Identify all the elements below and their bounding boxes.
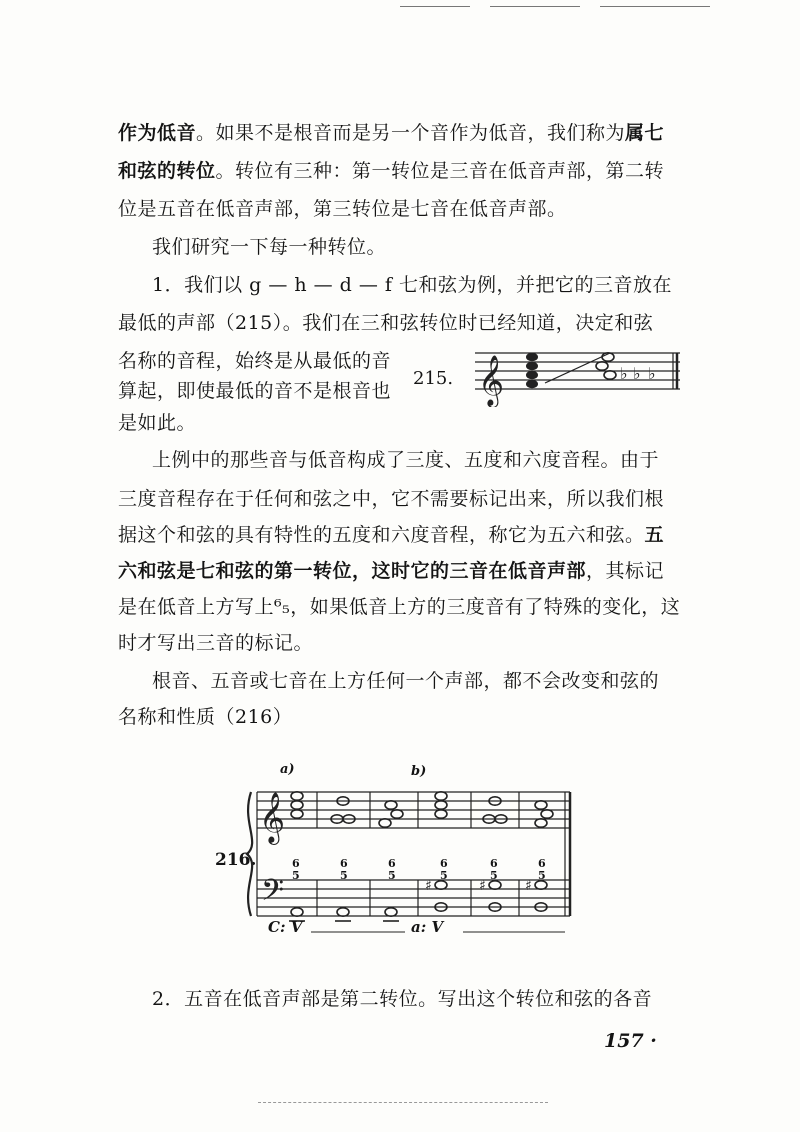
svg-text:♭: ♭	[620, 364, 628, 383]
text-run: 时才写出三音的标记。	[118, 632, 314, 654]
text-run: 2．五音在低音声部是第二转位。写出这个转位和弦的各音	[152, 988, 653, 1010]
figured-bass-figure: 6 5	[340, 857, 348, 882]
text-run: 三度音程存在于任何和弦之中，它不需要标记出来，所以我们根	[118, 488, 665, 510]
text-run: 是在低音上方写上⁶₅，如果低音上方的三度音有了特殊的变化，这	[118, 596, 681, 618]
text-run: 。转位有三种：第一转位是三音在低音声部，第二转	[215, 160, 665, 182]
text-line	[118, 486, 664, 512]
top-rule-1	[400, 6, 470, 7]
bold-term: 五	[644, 524, 665, 546]
text-line	[152, 234, 386, 260]
key-a-label: a: V	[411, 918, 444, 936]
text-line	[118, 704, 292, 730]
bold-term: 属七	[625, 122, 665, 144]
example-215-label: 215.	[413, 368, 454, 389]
text-run: 根音、五音或七音在上方任何一个声部，都不会改变和弦的	[152, 670, 660, 692]
key-c-label: C: V	[268, 918, 303, 936]
svg-text:𝄞: 𝄞	[478, 355, 505, 406]
figured-bass-figure: 6 5	[538, 857, 546, 882]
text-line	[118, 558, 664, 584]
text-line	[152, 447, 659, 473]
svg-text:♭: ♭	[633, 364, 641, 383]
svg-text:♯: ♯	[525, 878, 532, 894]
svg-text:𝄢: 𝄢	[261, 874, 285, 915]
text-run: 位是五音在低音声部，第三转位是七音在低音声部。	[118, 198, 567, 220]
text-run: 是如此。	[118, 412, 197, 434]
text-run: ，其标记	[586, 560, 665, 582]
figured-bass-figure: 6 5	[440, 857, 448, 882]
text-line	[118, 196, 567, 222]
bottom-rule	[258, 1102, 548, 1103]
text-run: 最低的声部（215）。我们在三和弦转位时已经知道，决定和弦	[118, 312, 654, 334]
marker-a: a)	[280, 762, 295, 777]
svg-text:♯: ♯	[425, 878, 432, 894]
top-rule-3	[600, 6, 710, 7]
text-line	[152, 272, 672, 298]
text-run: 名称的音程，始终是从最低的音	[118, 350, 392, 372]
text-line	[118, 594, 680, 620]
text-run: 算起，即使最低的音不是根音也	[118, 380, 392, 402]
marker-b: b)	[411, 764, 427, 779]
bold-term: 六和弦是七和弦的第一转位，这时它的三音在低音声部	[118, 560, 587, 582]
text-run: 。如果不是根音而是另一个音作为低音，我们称为	[196, 122, 626, 144]
page-number: 157 ·	[604, 1030, 657, 1052]
text-line	[118, 348, 391, 374]
figured-bass-figure: 6 5	[292, 857, 300, 882]
bold-term: 和弦的转位	[118, 160, 216, 182]
svg-text:𝄞: 𝄞	[259, 792, 286, 843]
example-215-staff	[470, 343, 685, 407]
text-run: 名称和性质（216）	[118, 706, 293, 728]
svg-text:♯: ♯	[479, 878, 486, 894]
bold-term: 作为低音	[118, 122, 197, 144]
svg-text:♭: ♭	[648, 364, 656, 383]
figured-bass-figure: 6 5	[490, 857, 498, 882]
example-216-label: 216.	[215, 850, 257, 870]
text-line	[118, 522, 664, 548]
text-run: 1．我们以 g — h — d — f 七和弦为例，并把它的三音放在	[152, 274, 673, 296]
text-line	[118, 630, 313, 656]
text-line	[118, 310, 653, 336]
text-line	[152, 986, 652, 1012]
text-run: 我们研究一下每一种转位。	[152, 236, 387, 258]
text-line	[118, 120, 664, 146]
text-run: 上例中的那些音与低音构成了三度、五度和六度音程。由于	[152, 449, 660, 471]
text-line	[118, 410, 196, 436]
top-rule-2	[490, 6, 580, 7]
text-run: 据这个和弦的具有特性的五度和六度音程，称它为五六和弦。	[118, 524, 645, 546]
text-line	[118, 158, 664, 184]
figured-bass-figure: 6 5	[388, 857, 396, 882]
text-line	[118, 378, 391, 404]
text-line	[152, 668, 659, 694]
